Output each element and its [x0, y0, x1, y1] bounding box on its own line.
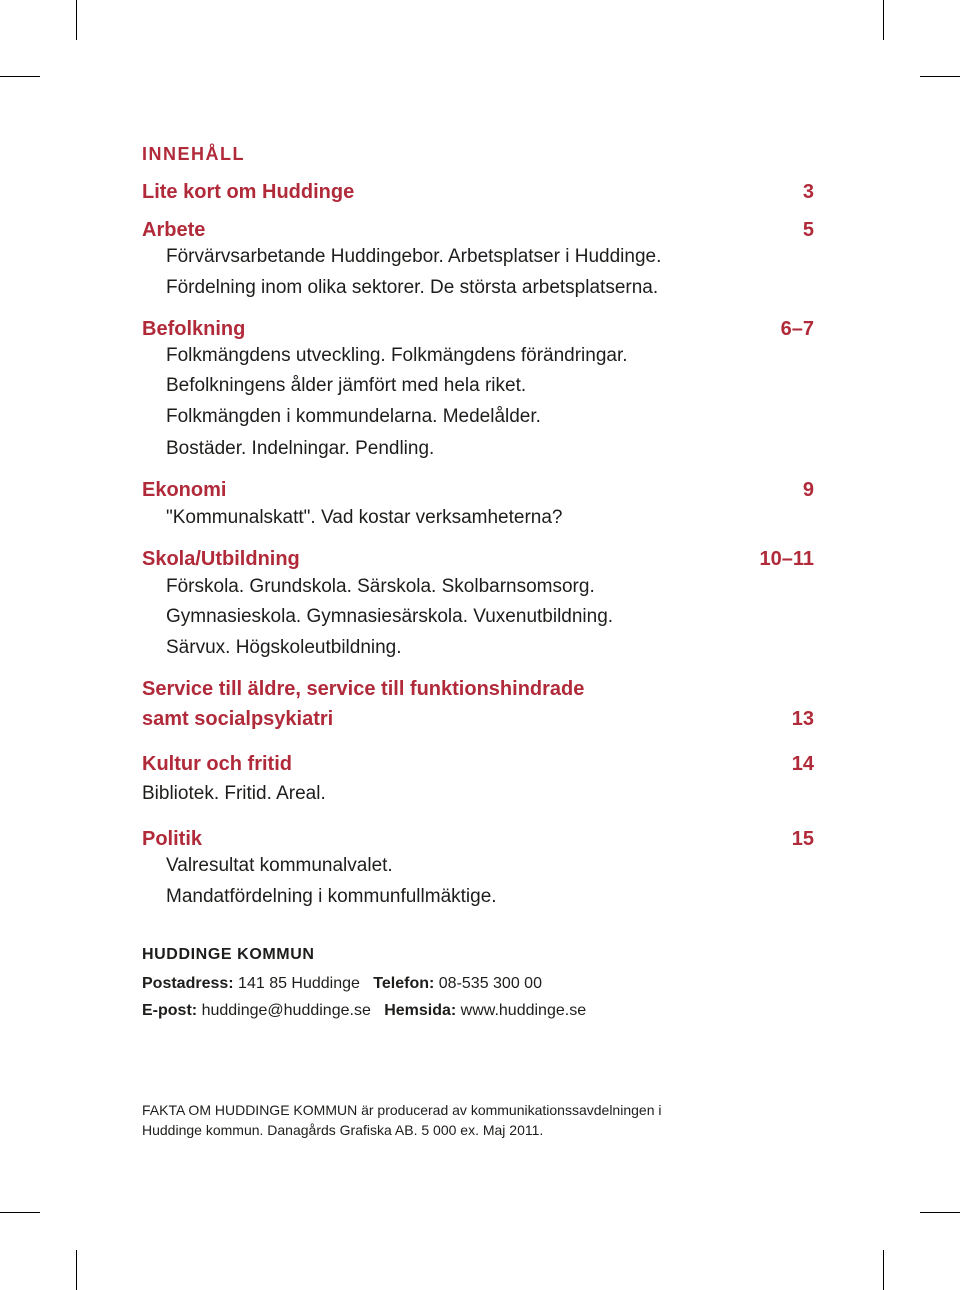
toc-subentry: Gymnasieskola. Gymnasiesärskola. Vuxenutbildning. — [166, 606, 614, 627]
telefon-label: Telefon: — [373, 975, 435, 992]
toc-subentry: Befolkningens ålder jämfört med hela riket. — [166, 375, 527, 396]
toc-entry-title: Politik — [142, 828, 203, 850]
toc-entry-page: 14 — [791, 753, 814, 775]
postadress-value: 141 85 Huddinge — [238, 975, 360, 992]
crop-mark-top-left — [76, 0, 77, 40]
epost-label: E-post: — [142, 1002, 198, 1019]
crop-mark-left-bottom — [0, 1212, 40, 1213]
crop-mark-right-bottom — [920, 1212, 960, 1213]
toc-entry-page: 6–7 — [780, 318, 814, 340]
toc-entry-page: 15 — [791, 828, 814, 850]
crop-mark-bottom-right — [883, 1250, 884, 1290]
toc-subentry: Särvux. Högskoleutbildning. — [166, 637, 402, 658]
crop-mark-left-top — [0, 76, 40, 77]
toc-entry — [142, 753, 814, 776]
toc-entry — [142, 479, 814, 502]
toc-entry-page: 9 — [802, 479, 814, 501]
epost-value[interactable]: huddinge@huddinge.se — [201, 1002, 371, 1019]
postadress-label: Postadress: — [142, 975, 234, 992]
hemsida-label: Hemsida: — [384, 1002, 457, 1019]
toc-entry — [142, 181, 814, 204]
toc-entry-title: Befolkning — [142, 318, 246, 340]
toc-heading: innehåll — [142, 138, 245, 166]
colophon-line2: Huddinge kommun. Danagårds Grafiska AB. 5 000 ex. Maj 2011. — [142, 1122, 544, 1138]
toc-subentry: Bibliotek. Fritid. Areal. — [142, 783, 326, 804]
toc-subentry: Förvärvsarbetande Huddingebor. Arbetsplatser i Huddinge. — [166, 246, 662, 267]
toc-entry-title: Lite kort om Huddinge — [142, 181, 355, 203]
toc-subentry: "Kommunalskatt". Vad kostar verksamheterna? — [166, 507, 563, 528]
toc-entry — [142, 678, 814, 701]
toc-entry-page: 10–11 — [759, 548, 814, 570]
crop-mark-bottom-left — [76, 1250, 77, 1290]
toc-entry-title: Skola/Utbildning — [142, 548, 300, 570]
colophon-line1: FAKTA OM HUDDINGE KOMMUN är producerad av kommunikationssavdelningen i — [142, 1102, 662, 1118]
toc-entry — [142, 708, 814, 731]
crop-mark-top-right — [883, 0, 884, 40]
toc-entry-title-line1: Service till äldre, service till funktionshindrade — [142, 678, 585, 700]
toc-subentry: Förskola. Grundskola. Särskola. Skolbarnsomsorg. — [166, 576, 595, 597]
crop-mark-right-top — [920, 76, 960, 77]
toc-entry — [142, 548, 814, 571]
toc-entry-title: Ekonomi — [142, 479, 227, 501]
hemsida-value[interactable]: www.huddinge.se — [460, 1002, 587, 1019]
toc-entry-title: Kultur och fritid — [142, 753, 292, 775]
toc-subentry: Valresultat kommunalvalet. — [166, 855, 393, 876]
toc-subentry: Fördelning inom olika sektorer. De största arbetsplatserna. — [166, 277, 659, 298]
contact-web-line — [142, 1002, 586, 1020]
contact-postal-line — [142, 975, 542, 993]
toc-subentry: Folkmängdens utveckling. Folkmängdens förändringar. — [166, 345, 628, 366]
toc-entry-title: Arbete — [142, 219, 206, 241]
toc-subentry: Mandatfördelning i kommunfullmäktige. — [166, 886, 497, 907]
toc-entry-title-line2: samt socialpsykiatri — [142, 708, 334, 730]
toc-entry — [142, 828, 814, 851]
telefon-value: 08-535 300 00 — [438, 975, 542, 992]
colophon — [142, 1100, 742, 1140]
toc-subentry: Bostäder. Indelningar. Pendling. — [166, 438, 435, 459]
toc-entry — [142, 219, 814, 242]
toc-entry — [142, 318, 814, 341]
toc-subentry: Folkmängden i kommundelarna. Medelålder. — [166, 406, 541, 427]
toc-entry-page: 5 — [802, 219, 814, 241]
toc-entry-page: 13 — [791, 708, 814, 730]
toc-entry-page: 3 — [802, 181, 814, 203]
contact-heading: HUDDINGE KOMMUN — [142, 946, 315, 963]
